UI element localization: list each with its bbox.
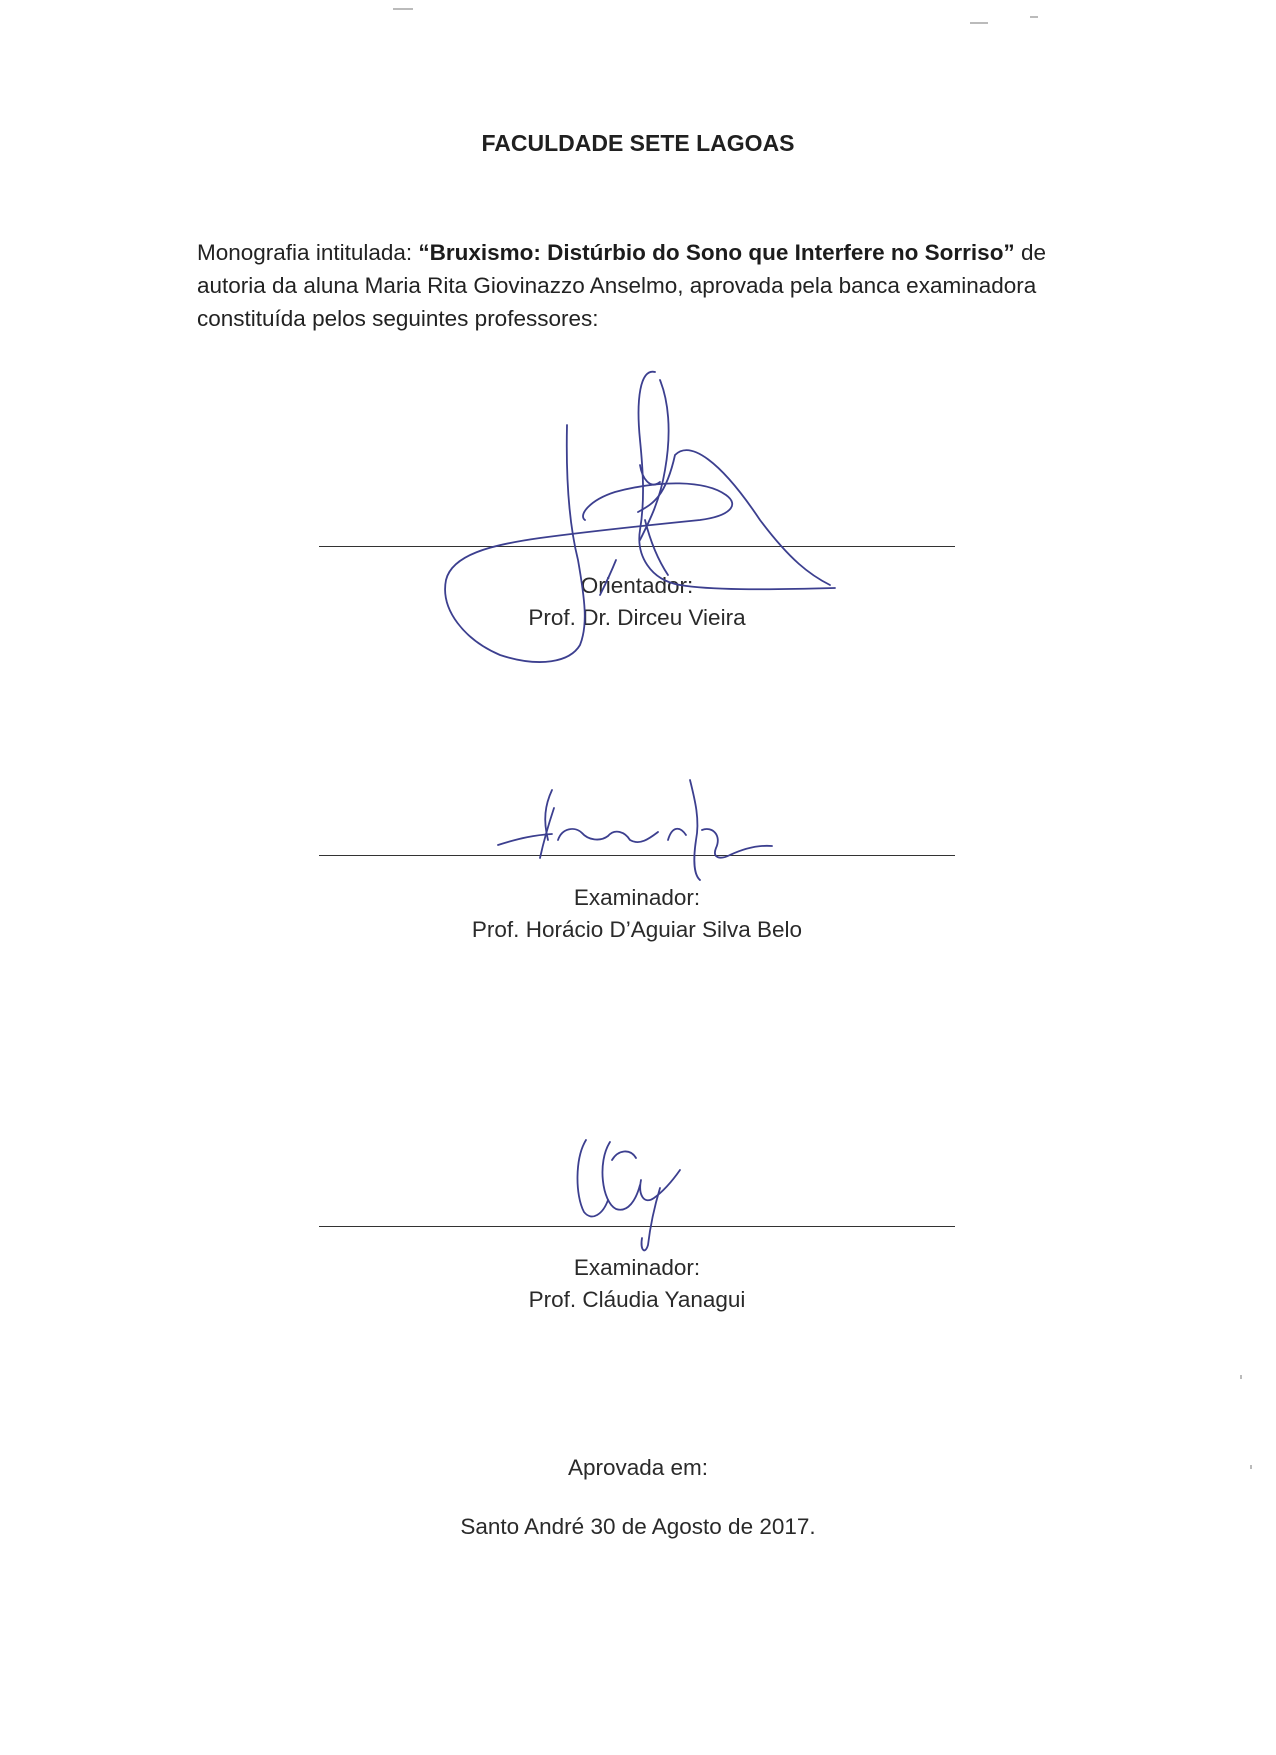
- signatory-role: Orientador:: [580, 573, 694, 598]
- intro-suffix: de autoria da aluna Maria Rita Giovinazzo Anselmo, aprovada pela banca examinadora constituída pelos seguintes professores:: [197, 240, 1046, 331]
- scan-speck: [1240, 1375, 1242, 1379]
- scan-speck: [970, 22, 988, 24]
- scan-speck: [393, 8, 413, 10]
- signature-orientador: [445, 372, 835, 662]
- intro-prefix: Monografia intitulada:: [197, 240, 419, 265]
- signature-examinador-2: [577, 1140, 680, 1250]
- signature-examinador-1: [498, 780, 772, 880]
- approval-label: Aprovada em:: [567, 1455, 709, 1480]
- signatory-name: Prof. Dr. Dirceu Vieira: [528, 605, 746, 630]
- scan-speck: [1250, 1465, 1252, 1469]
- institution-name: FACULDADE SETE LAGOAS: [481, 130, 795, 156]
- signatory-name: Prof. Cláudia Yanagui: [528, 1287, 746, 1312]
- approval-date: Santo André 30 de Agosto de 2017.: [460, 1514, 816, 1539]
- signatory-role: Examinador:: [573, 885, 701, 910]
- signatory-name: Prof. Horácio D’Aguiar Silva Belo: [471, 917, 803, 942]
- scan-speck: [1030, 16, 1038, 18]
- signatory-role: Examinador:: [573, 1255, 701, 1280]
- monograph-title: “Bruxismo: Distúrbio do Sono que Interfere no Sorriso”: [418, 240, 1015, 265]
